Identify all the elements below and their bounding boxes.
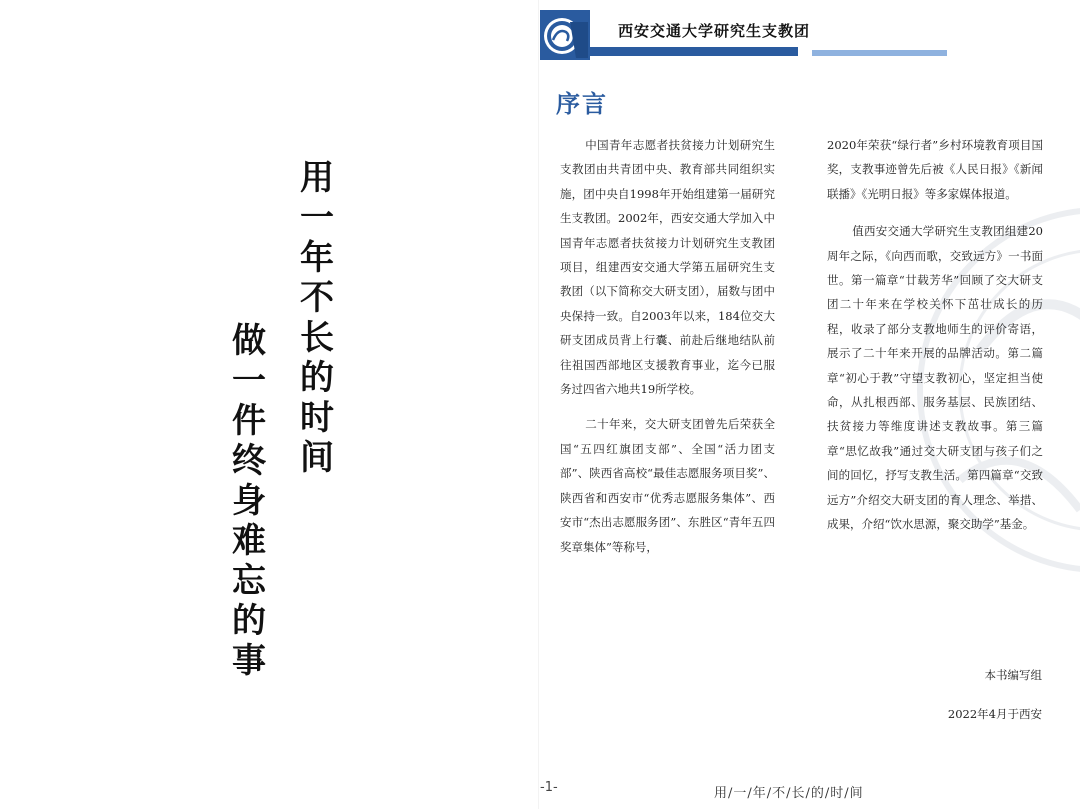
org-name: 西安交通大学研究生支教团 (618, 22, 811, 40)
vertical-title-line-1: 用一年不长的时间 (300, 158, 334, 478)
spread-gutter (538, 0, 539, 809)
preface-date: 2022年4月于西安 (947, 707, 1042, 721)
preface-paragraph: 中国青年志愿者扶贫接力计划研究生支教团由共青团中央、教育部共同组织实施，团中央自1998年开始组建第一届研究生支教团。2002年，西安交通大学加入中国青年志愿者扶贫接力计划研究生支教团项目，组建西安交通大学第五届研究生支教团（以下简称交大研支团），届数与团中央保持一致。自2003年以来，184位交大研支团成员背上行囊、前赴后继地结队前往祖国西部地区支援教育事业，迄今已服务过四省六地共19所学校。 (560, 138, 775, 397)
preface-paragraph: 值西安交通大学研究生支教团组建20周年之际，《向西而歌，交致远方》一书面世。第一篇章“廿载芳华”回顾了交大研支团二十年来在学校关怀下茁壮成长的历程，收录了部分支教地师生的评价寄语，展示了二十年来开展的品牌活动。第二篇章“初心于教”守望支教初心，坚定担当使命，从扎根西部、服务基层、民族团结、扶贫接力等维度讲述支教故事。第三篇章“思忆故我”通过交大研支团与孩子们之间的回忆，抒写支教生活。第四篇章“交致远方”介绍交大研支团的育人理念、举措、成果，介绍“饮水思源，聚交助学”基金。 (827, 224, 1043, 532)
preface-paragraph: 2020年荣获“绿行者”乡村环境教育项目国奖，支教事迹曾先后被《人民日报》《新闻联播》《光明日报》等多家媒体报道。 (827, 138, 1043, 201)
preface-right-column (827, 133, 1043, 537)
page-number: -1- (540, 780, 558, 795)
preface-paragraph: 二十年来，交大研支团曾先后荣获全国“五四红旗团支部”、全国“活力团支部”、陕西省高校“最佳志愿服务项目奖”、陕西省和西安市“优秀志愿服务集体”、西安市“杰出志愿服务团”、东胜区“青年五四奖章集体”等称号， (560, 417, 775, 554)
header-stripe-dark (590, 47, 798, 56)
preface-signer: 本书编写组 (984, 668, 1042, 682)
preface-left-column (560, 133, 775, 559)
preface-heading: 序言 (556, 89, 608, 118)
xjtu-volunteer-logo-icon (540, 10, 590, 60)
running-title: 用/一/年/不/长/的/时/间 (714, 786, 864, 801)
vertical-title-line-2: 做一件终身难忘的事 (232, 321, 266, 681)
header-stripe-light (812, 50, 947, 56)
